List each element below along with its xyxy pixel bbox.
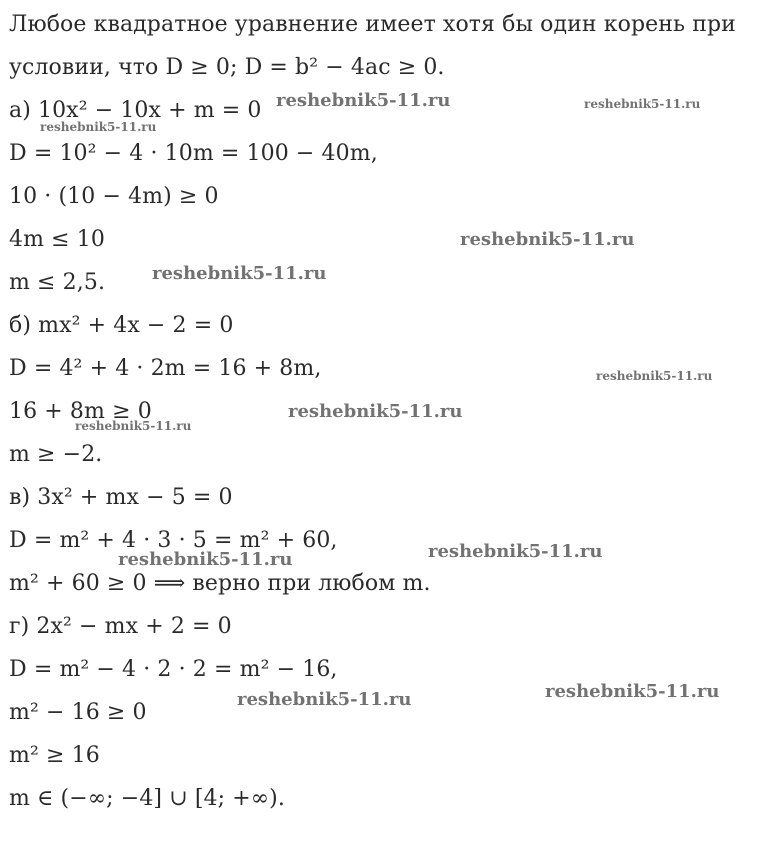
watermark: reshebnik5-11.ru	[428, 541, 603, 562]
part-d-step: m² ≥ 16	[9, 743, 100, 768]
part-d-equation: г) 2x² − mx + 2 = 0	[9, 614, 232, 639]
watermark: reshebnik5-11.ru	[40, 120, 157, 134]
part-c-discriminant: D = m² + 4 · 3 · 5 = m² + 60,	[9, 528, 338, 553]
watermark: reshebnik5-11.ru	[288, 401, 463, 422]
watermark: reshebnik5-11.ru	[118, 549, 293, 570]
part-c-answer: m² + 60 ≥ 0 ⟹ верно при любом m.	[9, 571, 431, 596]
part-a-answer: m ≤ 2,5.	[9, 270, 106, 295]
part-c-equation: в) 3x² + mx − 5 = 0	[9, 485, 233, 510]
part-a-discriminant: D = 10² − 4 · 10m = 100 − 40m,	[9, 141, 378, 166]
watermark: reshebnik5-11.ru	[584, 97, 701, 111]
watermark: reshebnik5-11.ru	[152, 263, 327, 284]
watermark: reshebnik5-11.ru	[276, 90, 451, 111]
watermark: reshebnik5-11.ru	[545, 681, 720, 702]
part-b-discriminant: D = 4² + 4 · 2m = 16 + 8m,	[9, 356, 322, 381]
watermark: reshebnik5-11.ru	[75, 419, 192, 433]
part-a-inequality: 10 · (10 − 4m) ≥ 0	[9, 184, 219, 209]
part-b-answer: m ≥ −2.	[9, 442, 103, 467]
intro-line-2: условии, что D ≥ 0; D = b² − 4ac ≥ 0.	[9, 55, 445, 80]
part-d-inequality: m² − 16 ≥ 0	[9, 700, 147, 725]
part-d-answer: m ∈ (−∞; −4] ∪ [4; +∞).	[9, 786, 285, 811]
part-b-inequality: 16 + 8m ≥ 0	[9, 399, 152, 424]
watermark: reshebnik5-11.ru	[237, 689, 412, 710]
part-d-discriminant: D = m² − 4 · 2 · 2 = m² − 16,	[9, 657, 338, 682]
part-a-step: 4m ≤ 10	[9, 227, 105, 252]
part-b-equation: б) mx² + 4x − 2 = 0	[9, 313, 234, 338]
watermark: reshebnik5-11.ru	[460, 229, 635, 250]
watermark: reshebnik5-11.ru	[596, 369, 713, 383]
part-a-equation: а) 10x² − 10x + m = 0	[9, 98, 262, 123]
intro-line-1: Любое квадратное уравнение имеет хотя бы один корень при	[9, 12, 736, 37]
